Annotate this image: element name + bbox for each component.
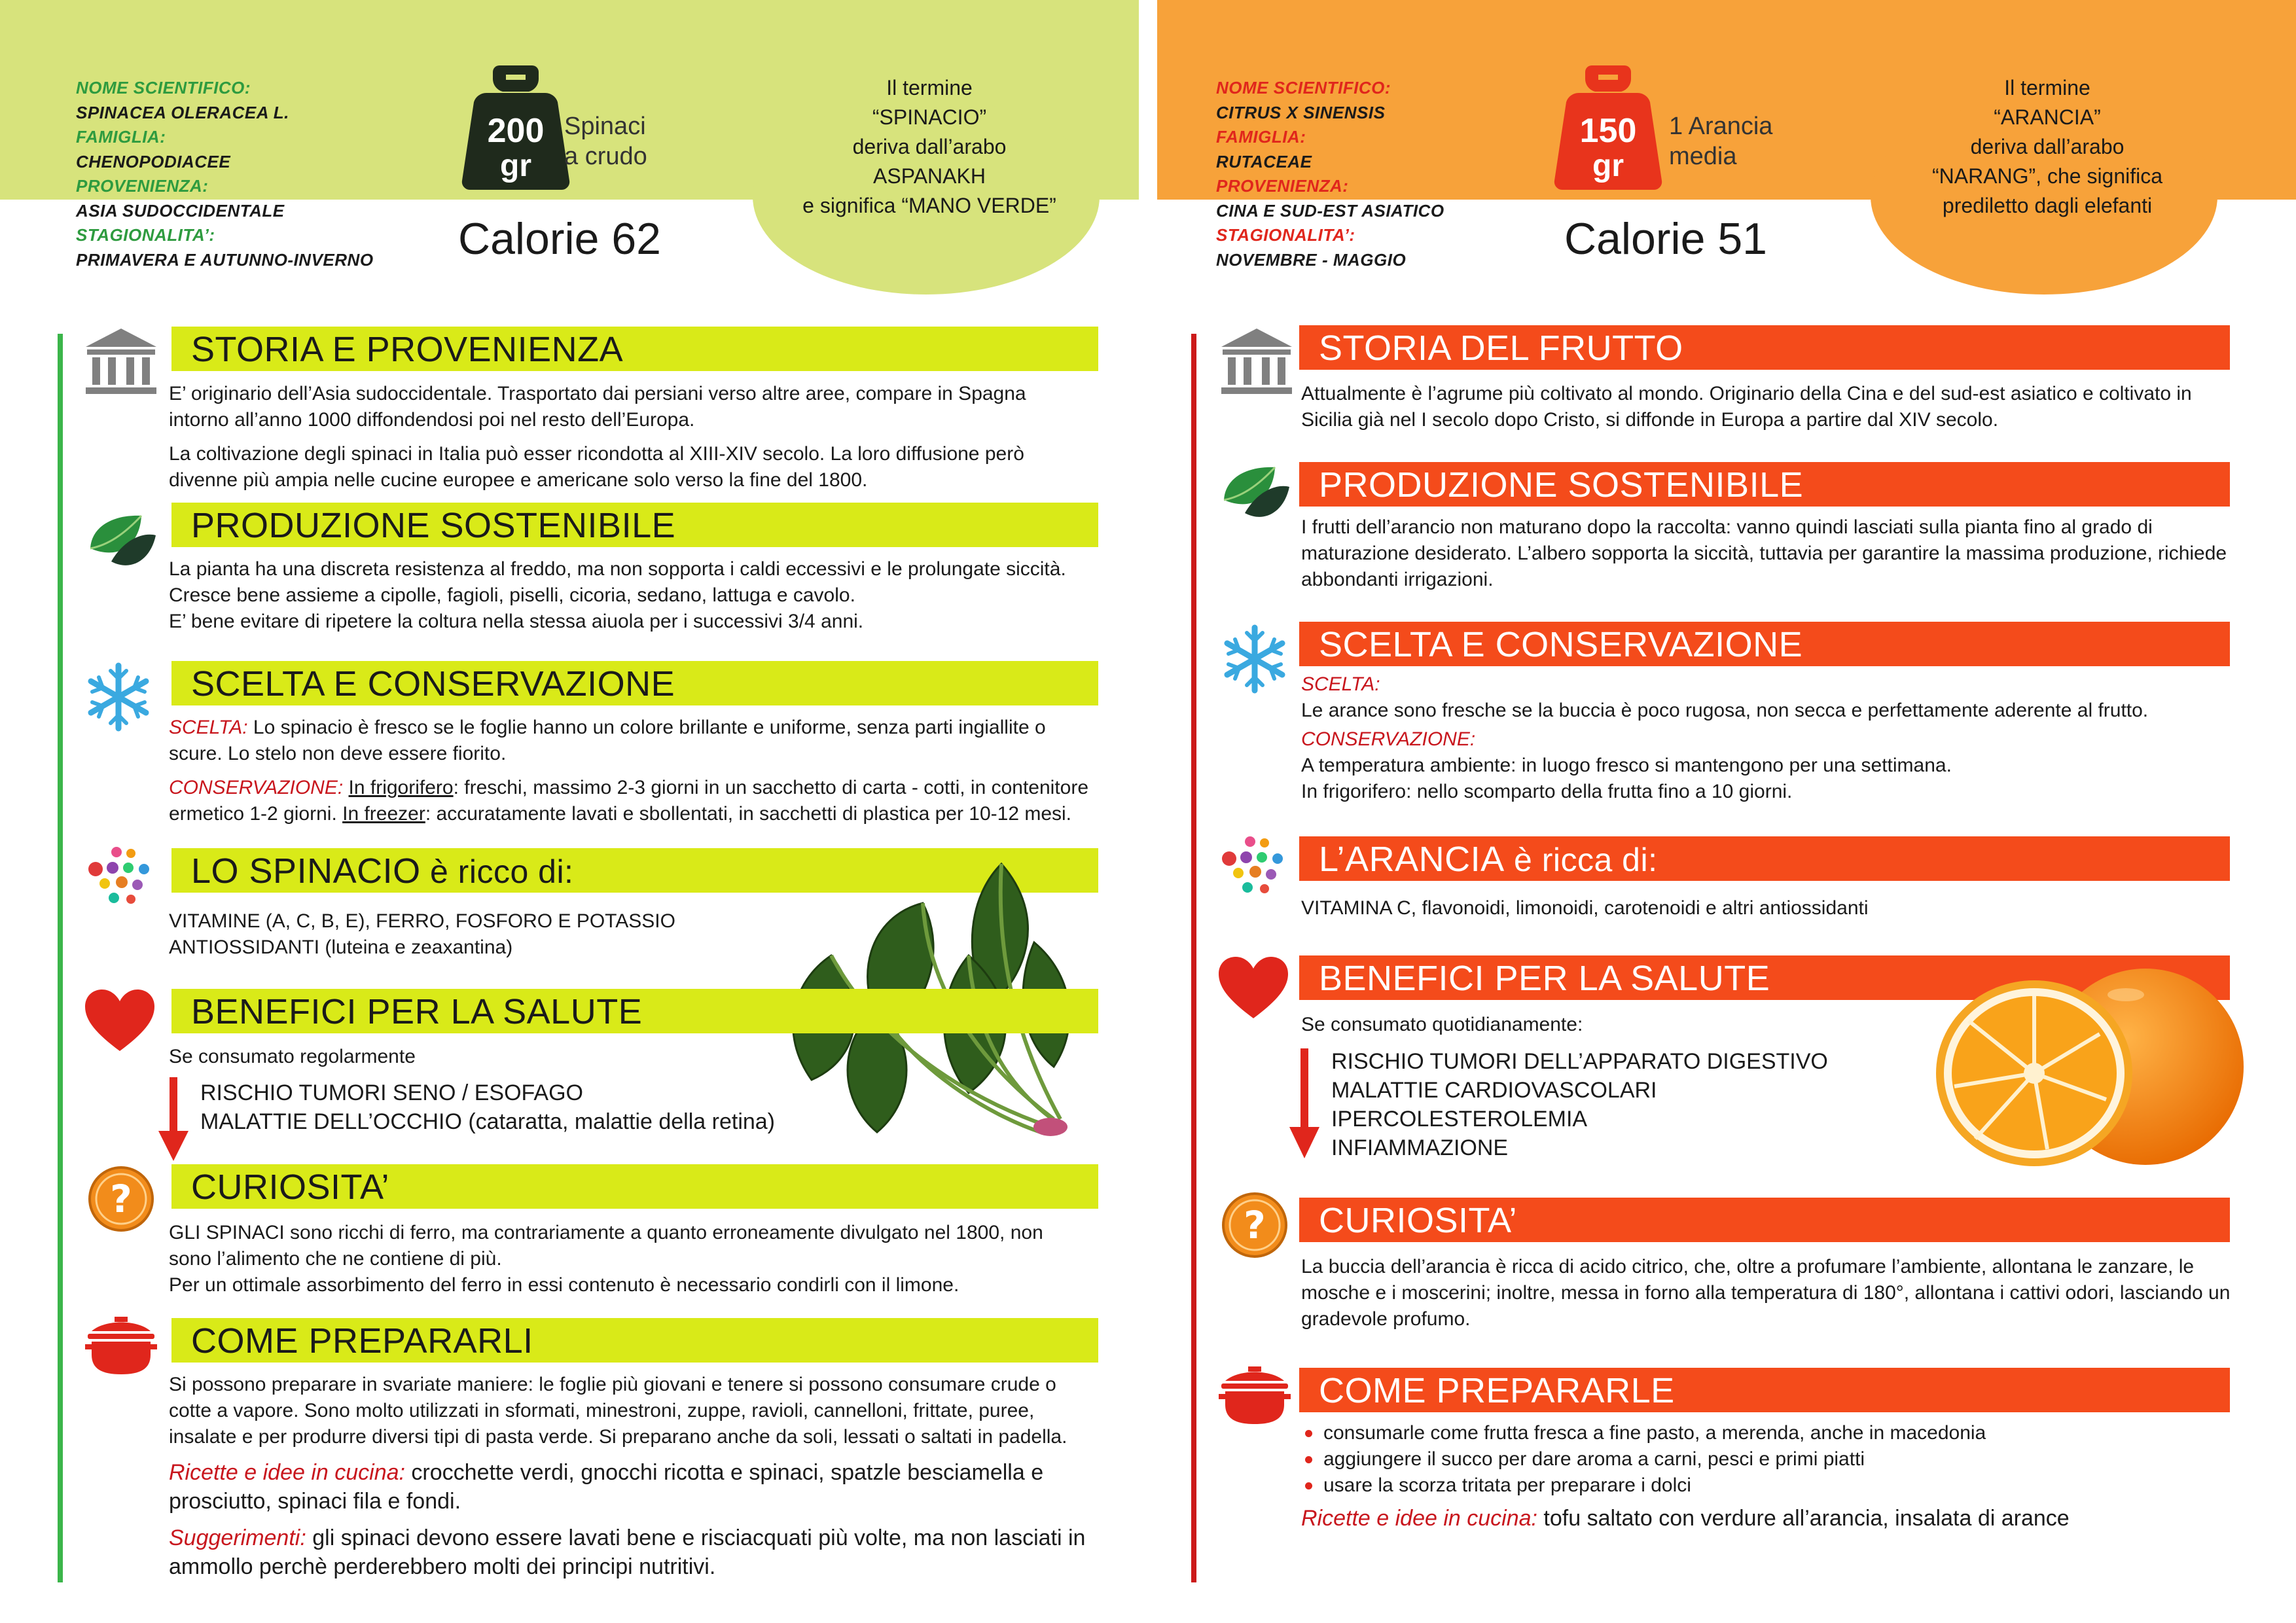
sci-value: CITRUS X SINENSIS — [1216, 102, 1386, 122]
benefici-list: RISCHIO TUMORI SENO / ESOFAGO MALATTIE DELL’OCCHIO (cataratta, malattie della retina) — [200, 1080, 776, 1134]
benefici-intro: Se consumato quotidianamente: — [1301, 1014, 1583, 1035]
orange-illustration — [1910, 949, 2250, 1185]
produzione-text: I frutti dell’arancio non maturano dopo la raccolta: vanno quindi lasciati sulla pianta fino al grado di maturazione desiderato. L’albero sopporta la siccità, tuttavia per garantire la massima produzione, richiede abbondanti irrigazioni. — [1301, 516, 2227, 590]
leaf-icon — [1219, 461, 1291, 526]
weight-description: 1 Arancia media — [1669, 113, 1773, 170]
snowflake-icon — [1219, 623, 1291, 695]
svg-text:?: ? — [110, 1177, 132, 1221]
term-origin: Il termine “SPINACIO” deriva dall’arabo ASPANAKH e significa “MANO VERDE” — [802, 76, 1056, 217]
curiosita-text: GLI SPINACI sono ricchi di ferro, ma contrariamente a quanto erroneamente divulgato nel 1800, non sono l’alimento che ne contiene di più. Per un ottimale assorbimento del ferro in essi contenuto è necessario condirli con il limone. — [169, 1222, 1043, 1296]
calories: Calorie 62 — [458, 214, 661, 264]
section-divider-line — [58, 334, 63, 1582]
spinach-weight-badge — [460, 60, 571, 192]
section-title-ricco: L’ARANCIA è ricca di: — [1299, 836, 2230, 881]
section-title-preparare: COME PREPARARLI — [171, 1318, 1098, 1363]
list-item: usare la scorza tritata per preparare i dolci — [1301, 1472, 2231, 1499]
section-title-benefici: BENEFICI PER LA SALUTE — [1299, 955, 2230, 1000]
museum-icon — [83, 327, 159, 395]
section-title-ricco: LO SPINACIO è ricco di: — [171, 848, 1098, 893]
sci-label: PROVENIENZA: — [76, 176, 209, 196]
sci-label: STAGIONALITA’: — [76, 225, 215, 245]
section-title-scelta: SCELTA E CONSERVAZIONE — [171, 661, 1098, 705]
pot-icon — [1219, 1361, 1291, 1427]
preparare-list — [1301, 1420, 2231, 1499]
sci-value: CINA E SUD-EST ASIATICO — [1216, 200, 1444, 221]
down-arrow-icon — [157, 1077, 190, 1162]
sci-label: FAMIGLIA: — [76, 127, 166, 147]
sci-label: PROVENIENZA: — [1216, 176, 1349, 196]
leaf-icon — [85, 509, 157, 575]
sci-value: SPINACEA OLERACEA L. — [76, 102, 289, 122]
heart-icon — [84, 988, 156, 1054]
snowflake-icon — [82, 661, 154, 733]
heart-icon — [1217, 955, 1289, 1021]
pot-icon — [85, 1311, 157, 1377]
weight-unit: gr — [500, 149, 531, 183]
sci-value: ASIA SUDOCCIDENTALE — [76, 200, 285, 221]
orange-scientific-info — [1216, 76, 1444, 272]
sci-label: STAGIONALITA’: — [1216, 225, 1355, 245]
sci-value: PRIMAVERA E AUTUNNO-INVERNO — [76, 249, 374, 270]
sci-label: NOME SCIENTIFICO: — [1216, 78, 1391, 98]
calories: Calorie 51 — [1564, 214, 1767, 264]
orange-panel — [1157, 0, 2296, 1623]
svg-text:?: ? — [1244, 1203, 1266, 1247]
orange-weight-badge — [1552, 60, 1664, 192]
produzione-text: La pianta ha una discreta resistenza al freddo, ma non sopporta i caldi eccessivi e le prolungate siccità. Cresce bene assieme a cipolle, fagioli, piselli, cicoria, sedano, lattuga e cavolo. E’ bene evitare di ripetere la coltura nella stessa aiuola per i successivi 3/4 anni. — [169, 558, 1066, 632]
vitamins-icon — [85, 846, 157, 911]
spinach-scientific-info — [76, 76, 374, 272]
section-title-benefici: BENEFICI PER LA SALUTE — [171, 989, 1098, 1033]
vitamins-icon — [1219, 835, 1291, 901]
museum-icon — [1219, 327, 1295, 395]
list-item: aggiungere il succo per dare aroma a carni, pesci e primi piatti — [1301, 1446, 2231, 1472]
sci-value: RUTACEAE — [1216, 151, 1312, 171]
sci-label: FAMIGLIA: — [1216, 127, 1306, 147]
section-title-preparare: COME PREPARARLE — [1299, 1368, 2230, 1412]
weight-description: Spinaci a crudo — [564, 113, 647, 170]
benefici-intro: Se consumato regolarmente — [169, 1046, 416, 1067]
question-icon — [87, 1165, 155, 1233]
section-title-storia: STORIA DEL FRUTTO — [1299, 325, 2230, 370]
question-icon — [1221, 1191, 1289, 1259]
ricco-text: VITAMINA C, flavonoidi, limonoidi, carotenoidi e altri antiossidanti — [1301, 897, 1869, 919]
ricco-text: VITAMINE (A, C, B, E), FERRO, FOSFORO E POTASSIO ANTIOSSIDANTI (luteina e zeaxantina) — [169, 910, 675, 958]
sci-label: NOME SCIENTIFICO: — [76, 78, 251, 98]
weight-number: 200 — [487, 112, 545, 150]
list-item: consumarle come frutta fresca a fine pasto, a merenda, anche in macedonia — [1301, 1420, 2231, 1446]
section-title-produzione: PRODUZIONE SOSTENIBILE — [171, 503, 1098, 547]
section-title-produzione: PRODUZIONE SOSTENIBILE — [1299, 462, 2230, 507]
section-title-curiosita: CURIOSITA’ — [1299, 1198, 2230, 1242]
weight-unit: gr — [1592, 149, 1624, 183]
curiosita-text: La buccia dell’arancia è ricca di acido citrico, che, oltre a profumare l’ambiente, allontana le zanzare, le mosche e i moscerini; inoltre, messa in forno alla temperatura di 180°, allontana i cattivi odori, lasciando un gradevole profumo. — [1301, 1256, 2231, 1330]
section-title-scelta: SCELTA E CONSERVAZIONE — [1299, 622, 2230, 666]
benefici-list: RISCHIO TUMORI DELL’APPARATO DIGESTIVO MALATTIE CARDIOVASCOLARI IPERCOLESTEROLEMIA INFIAMMAZIONE — [1331, 1049, 1828, 1160]
storia-text: Attualmente è l’agrume più coltivato al mondo. Originario della Cina e del sud-est asiatico e coltivato in Sicilia già nel I secolo dopo Cristo, si diffonde in Europa a partire dal XIV secolo. — [1301, 383, 2192, 431]
spinach-panel — [0, 0, 1139, 1623]
section-divider-line — [1191, 334, 1196, 1582]
weight-number: 150 — [1579, 112, 1637, 150]
storia-text: E’ originario dell’Asia sudoccidentale. Trasportato dai persiani verso altre aree, compare in Spagna intorno all’anno 1000 diffondendosi poi nel resto dell’Europa. La coltivazione degli spinaci in Italia può esser ricondotta al XIII-XIV secolo. La loro diffusione però divenne più ampia nelle cucine europee e americane solo verso la fine del 1800. — [169, 383, 1026, 491]
preparare-text: consumarle come frutta fresca a fine pasto, a merenda, anche in macedonia aggiungere il succo per dare aroma a carni, pesci e primi piatti usare la scorza tritata per preparare i dolci Ricette e idee in cucina: tofu saltato con verdure all’arancia, insalata di arance — [1301, 1420, 2231, 1533]
sci-value: CHENOPODIACEE — [76, 151, 231, 171]
preparare-text: Si possono preparare in svariate maniere: le foglie più giovani e tenere si possono consumare crude o cotte a vapore. Sono molto utilizzati in sformati, minestroni, zuppe, ravioli, cannelloni, frittate, puree, insalate e per produrre diversi tipi di pasta verde. Si preparano anche da soli, lessati o saltati in padella. Ricette e idee in cucina: crocchette verdi, gnocchi ricotta e spinaci, spatzle besciamella e prosciutto, spinaci fila e fondi. Suggerimenti: gli spinaci devono essere lavati bene e risciacquati più volte, ma non lasciati in ammollo perchè perderebbero molti dei principi nutritivi. — [169, 1374, 1086, 1579]
down-arrow-icon — [1288, 1048, 1321, 1160]
section-title-storia: STORIA E PROVENIENZA — [171, 327, 1098, 371]
scelta-text: SCELTA: Le arance sono fresche se la buccia è poco rugosa, non secca e perfettamente aderente al frutto. CONSERVAZIONE: A temperatura ambiente: in luogo fresco si mantengono per una settimana. In frigorifero: nello scomparto della frutta fino a 10 giorni. — [1301, 673, 2149, 802]
term-origin: Il termine “ARANCIA” deriva dall’arabo “NARANG”, che significa prediletto dagli elefanti — [1931, 76, 2163, 217]
sci-value: NOVEMBRE - MAGGIO — [1216, 249, 1407, 270]
scelta-text: SCELTA: Lo spinacio è fresco se le foglie hanno un colore brillante e uniforme, senza parti ingiallite o scure. Lo stelo non deve essere fiorito. CONSERVAZIONE: In frigorifero: freschi, massimo 2-3 giorni in un sacchetto di carta - cotti, in contenitore ermetico 1-2 giorni. In freezer: accuratamente lavati e sbollentati, in sacchetti di plastica per 10-12 mesi. — [169, 717, 1089, 825]
section-title-curiosita: CURIOSITA’ — [171, 1164, 1098, 1209]
